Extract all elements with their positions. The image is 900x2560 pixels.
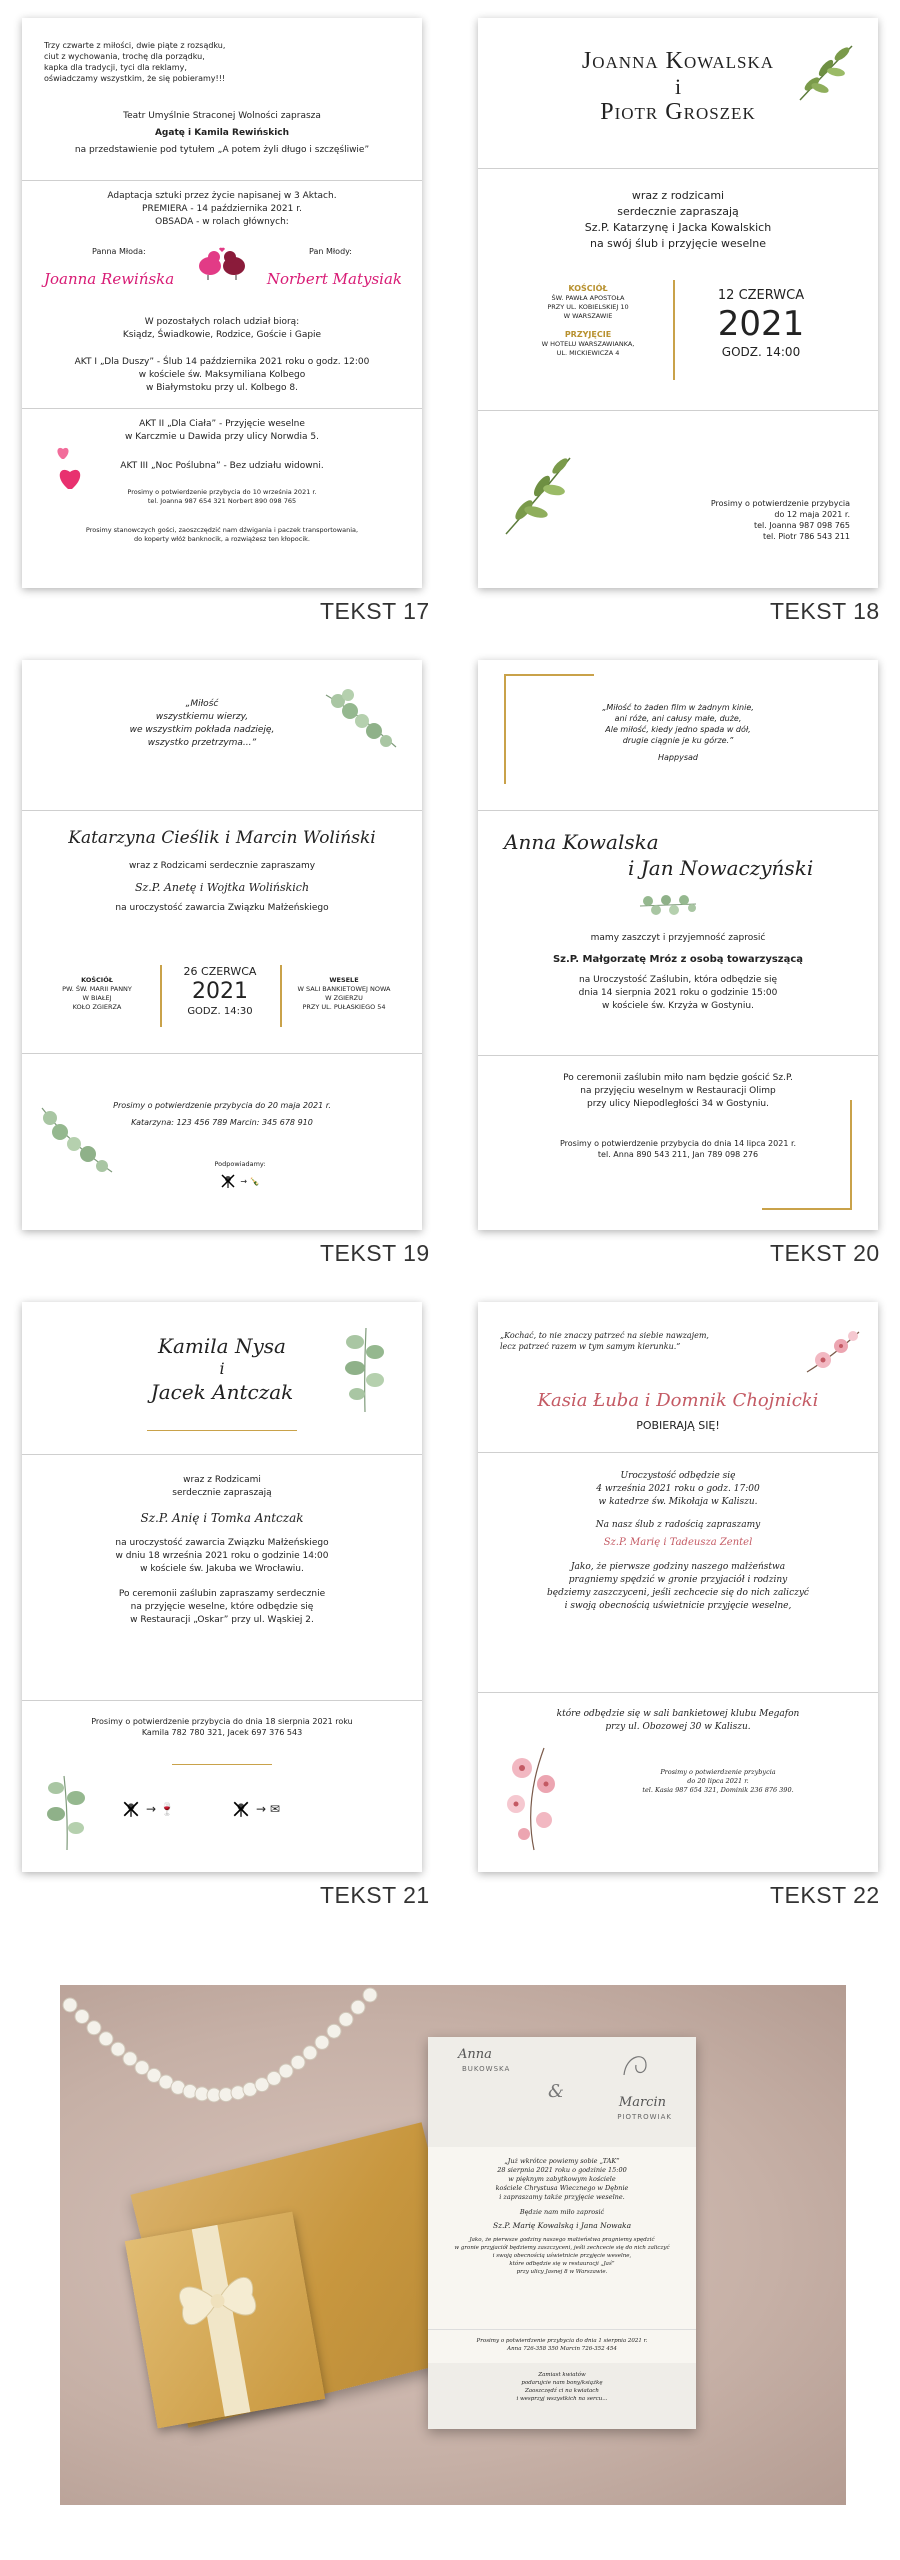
rsvp-line: Kamila 782 780 321, Jacek 697 376 543 [141,1728,303,1737]
quote-line: Ale miłość, kiedy jedno spada w dół, [605,725,751,734]
intro-line: serdecznie zapraszają [172,1488,272,1498]
ceremony-section [478,1470,878,1613]
rsvp-line: Prosimy o potwierdzenie przybycia [710,499,850,508]
pearl [135,2061,149,2075]
gift-hint-label: Podpowiadamy: [214,1160,266,1168]
party-line: będziemy zaszczyceni, jeśli zechcecie się do nich zaliczyć [547,1588,809,1598]
pearl [327,2024,341,2038]
pearl [111,2042,125,2056]
rsvp-line: Prosimy o potwierdzenie przybycia do dnia 18 sierpnia 2021 roku [91,1717,353,1726]
olive-branch-icon [790,38,860,108]
rsvp-line: do 20 lipca 2021 r. [687,1777,749,1785]
quote-line: ani róże, ani całusy małe, duże, [614,714,742,723]
label-tekst-19: TEKST 19 [320,1240,430,1266]
invite-section [22,1474,422,1627]
couple-names: Katarzyna Cieślik i Marcin Woliński [68,828,376,848]
date-time: GODZ. 14:30 [187,1006,253,1017]
poem-line: ciut z wychowania, trochę dla porządku, [44,52,205,61]
quote-line: lecz patrzeć razem w tym samym kierunku.” [500,1342,681,1351]
name-2: Piotr Groszek [600,99,756,125]
hearts-icon [52,443,92,491]
party-heading: WESELE [329,976,359,984]
body-line: „Już wkrótce powiemy sobie „TAK” [504,2157,620,2165]
note-line: do koperty włóż banknocik, a rozwiążesz ten kłopocik. [134,535,310,543]
pearl [303,2046,317,2060]
note-line: i wesprzyj wszystkich na sercu... [516,2396,608,2402]
act-line: Adaptacja sztuki przez życie napisanej w 3 Aktach. [107,191,337,201]
party-line: W SALI BANKIETOWEJ NOWA [297,985,391,993]
act1-line: AKT I „Dla Duszy” - Ślub 14 października 2021 roku o godz. 12:00 [74,357,370,367]
poem-line: Trzy czwarte z miłości, dwie piąte z rozsądku, [44,41,226,50]
body-line: i zapraszamy także przyjęcie weselne. [499,2193,625,2201]
ceremony-line: Uroczystość odbędzie się [620,1471,736,1481]
names-section [478,1390,878,1432]
others-line: W pozostałych rolach udział biorą: [144,317,300,327]
separator [22,180,422,181]
act3-line: AKT III „Noc Poślubna” - Bez udziału widowni. [120,461,324,471]
details-line: na uroczystość zawarcia Związku Małżeńskiego [115,1538,329,1548]
body-line: 28 sierpnia 2021 roku o godzinie 15:00 [497,2166,627,2174]
name-2-text: i Jan Nowaczyński [628,856,814,880]
separator [22,1700,422,1701]
rsvp-phones: Katarzyna: 123 456 789 Marcin: 345 678 910 [131,1118,313,1127]
invitation-card-17 [22,18,422,588]
groom-role: Pan Młody: [309,247,352,256]
rsvp-phones: Anna 726-358 350 Marcin 726-352 454 [507,2346,617,2352]
gift-hint-1 [122,1800,175,1818]
quote-line: wszystko przetrzyma...” [147,738,257,748]
others-section [22,316,422,342]
name-2-first: Marcin [618,2095,666,2110]
quote-line: wszystkiemu wierzy, [155,712,249,722]
act2-line: w Karczmie u Dawida przy ulicy Norwdia 5. [125,432,319,442]
name-1-text: Anna Kowalska [504,830,659,854]
purpose-text: na swój ślub i przyjęcie weselne [589,237,767,250]
parents-text: Sz.P. Katarzynę i Jacka Kowalskich [584,221,772,234]
church-line: W WARSZAWIE [563,312,613,320]
gift-wine-icon: → 🍾 [240,1176,260,1186]
intro-text: Na nasz ślub z radością zapraszamy [595,1520,761,1530]
gold-corner [762,1208,852,1210]
party-line: na przyjęciu weselnym w Restauracji Olimp [580,1086,776,1096]
guest-text: Sz.P. Małgorzatę Mróz z osobą towarzyszącą [552,954,804,965]
invitation-card-20 [478,660,878,1230]
guests-text: Sz.P. Marię Kowalską i Jana Nowaka [492,2221,632,2230]
no-flowers-icon [220,1173,236,1189]
invitation-card-21 [22,1302,422,1872]
rsvp-section [22,1716,422,1738]
label-tekst-17: TEKST 17 [320,598,430,624]
pearl [339,2012,353,2026]
separator [478,1452,878,1453]
details-line: w kościele św. Krzyża w Gostyniu. [602,1001,754,1011]
party-line: UL. MICKIEWICZA 4 [556,349,620,357]
rsvp-line: tel. Piotr 786 543 211 [763,532,850,541]
quote-author: Happysad [658,753,698,762]
purpose-text: na uroczystość zawarcia Związku Małżeńskiego [115,903,329,913]
ribbon-card [125,2212,325,2429]
quote-section [500,1330,709,1352]
theatre-section [22,110,422,157]
invite-section [478,188,878,252]
act1-line: w Białymstoku przy ul. Kolbego 8. [146,383,298,393]
label-tekst-21: TEKST 21 [320,1882,430,1908]
name-2: Jacek Antczak [150,1380,294,1404]
lovebirds-icon [192,246,252,282]
church-line: ŚW. PAWŁA APOSTOŁA [551,294,625,302]
rsvp-phones: tel. Joanna 987 654 321 Norbert 890 098 765 [147,497,297,505]
date-time: GODZ. 14:00 [721,345,801,359]
name-1 [504,830,659,854]
venue-line: które odbędzie się w sali bankietowej klubu Megafon [556,1709,800,1719]
details-line: na Uroczystość Zaślubin, która odbędzie się [579,975,777,985]
intro-text: mamy zaszczyt i przyjemność zaprosić [590,933,766,943]
photo-card-header [428,2037,696,2147]
note-section [22,526,422,544]
party-heading: PRZYJĘCIE [564,330,612,339]
act1-section [22,356,422,395]
photo-card-body [428,2147,696,2276]
date-year: 2021 [717,304,805,344]
rsvp-section [478,1138,878,1160]
party-line: na przyjęcie weselne, które odbędzie się [130,1602,314,1612]
pearl [351,2000,365,2014]
rsvp-line: Prosimy o potwierdzenie przybycia [660,1768,776,1776]
gold-corner [504,674,594,676]
eucalyptus-icon [42,1772,92,1852]
church-block [42,976,152,1012]
quote-line: „Kochać, to nie znaczy patrzeć na siebie nawzajem, [500,1331,709,1340]
party-line: w Restauracji „Oskar” przy ul. Wąskiej 2. [130,1615,314,1625]
quote-line: „Miłość to żaden film w żadnym kinie, [602,703,754,712]
intro-text: Teatr Umyślnie Straconej Wolności zaprasza [123,111,321,121]
intro-line: wraz z Rodzicami [183,1475,261,1485]
pearl [87,2021,101,2035]
date-day: 26 CZERWCA [183,965,257,978]
intro-line: wraz z rodzicami [631,189,725,202]
party-line: i swoją obecnością uświetnicie przyjęcie weselne, [564,1601,792,1611]
quote-line: „Miłość [185,699,219,709]
party-line: które odbędzie się w restauracji „Jaś” [509,2261,615,2267]
separator [478,810,878,811]
rsvp-section [558,1768,878,1795]
photo-card-footer [428,2363,696,2429]
church-line: PRZY UL. KOBIELSKIEJ 10 [547,303,629,311]
bride-name: Joanna Rewińska [44,270,175,288]
amp: i [219,1359,225,1378]
guests-text: Sz.P. Marię i Tadeusza Zentel [603,1537,753,1548]
church-line: W BIAŁEJ [82,994,112,1002]
envelope-icon: → ✉ [256,1802,280,1816]
cherry-blossom-icon [494,1742,574,1852]
name-1: Joanna Kowalska [581,48,775,74]
details-line: dnia 14 sierpnia 2021 roku o godzinie 15:00 [578,988,778,998]
details-line: w kościele św. Jakuba we Wrocławiu. [140,1564,304,1574]
party-block [284,976,404,1012]
church-line: KOŁO ZGIERZA [72,1003,122,1011]
church-line: PW. ŚW. MARII PANNY [62,985,132,993]
pearl [267,2071,281,2085]
photo-invitation [428,2037,696,2429]
separator [478,1055,878,1056]
rsvp-text: Prosimy o potwierdzenie przybycia do 20 maja 2021 r. [113,1101,331,1110]
rsvp-section [22,488,422,506]
party-line: PRZY UL. PUŁASKIEGO 54 [302,1003,386,1011]
note-line: Zamiast kwiatów [538,2372,586,2378]
note-line: Prosimy stanowczych gości, zaoszczędzić nam dźwigania i paczek transportowania, [85,526,359,534]
bride-role: Panna Młoda: [92,247,146,256]
party-line: pragniemy spędzić w gronie przyjaciół i rodziny [568,1575,788,1585]
eucalyptus-sprig-icon [638,894,698,916]
body-line: kościele Chrystusa Wiecznego w Dębnie [495,2184,629,2192]
invite-section [478,932,878,1013]
quote-section [478,702,878,763]
quote-line: drugie ciągnie je ku górze.” [622,736,734,745]
rsvp-line: Prosimy o potwierdzenie przybycia do dnia 14 lipca 2021 r. [559,1139,797,1148]
pearl [99,2032,113,2046]
name-1-last: BUKOWSKA [462,2065,511,2073]
separator [478,168,878,169]
product-photo [60,1985,846,2505]
flourish-icon [616,2045,656,2085]
pearl [123,2052,137,2066]
intro-text: wraz z Rodzicami serdecznie zapraszamy [128,861,316,871]
ceremony-line: 4 września 2021 roku o godz. 17:00 [596,1484,760,1494]
separator [22,810,422,811]
gold-divider [160,965,162,1027]
rsvp-line: tel. Kasia 987 654 321, Dominik 236 876 390. [642,1786,794,1794]
subtitle: POBIERAJĄ SIĘ! [636,1419,720,1432]
cherry-blossom-icon [803,1326,863,1376]
label-tekst-22: TEKST 22 [770,1882,880,1908]
gold-corner [850,1100,852,1210]
note-line: podarujcie nam bony/książkę [521,2380,603,2386]
couple-names: Kasia Łuba i Domnik Chojnicki [537,1390,819,1411]
rsvp-line: do 12 maja 2021 r. [774,510,850,519]
ribbon-bow-icon [167,2259,268,2344]
separator [478,1692,878,1693]
rsvp-section [711,498,850,542]
amp: i [674,74,682,99]
rsvp-line: tel. Anna 890 543 211, Jan 789 098 276 [597,1150,759,1159]
intro-text: Będzie nam miło zaprosić [519,2208,605,2216]
name-1-first: Anna [458,2047,492,2062]
quote-line: we wszystkim pokłada nadzieję, [129,725,275,735]
poem-section [44,40,422,84]
pearl [291,2055,305,2069]
groom-name: Norbert Matysiak [266,270,402,288]
pearl [363,1988,377,2002]
rsvp-section [22,1100,422,1128]
date-block [686,288,836,359]
gift-hint-2 [232,1800,280,1818]
pearl-necklace-icon [60,1985,380,2135]
date-day: 12 CZERWCA [717,288,805,303]
ceremony-line: w katedrze św. Mikołaja w Kaliszu. [598,1497,758,1507]
party-section [478,1072,878,1111]
party-line: przy ulicy Niepodległości 34 w Gostyniu. [586,1099,769,1109]
separator [22,1454,422,1455]
church-heading: KOŚCIÓŁ [568,284,608,293]
separator [22,408,422,409]
wine-icon: → 🍷 [146,1802,175,1816]
body-line: w pięknym zabytkowym kościele [508,2175,616,2183]
party-line: W HOTELU WARSZAWIANKA, [541,340,635,348]
invitation-card-22 [478,1302,878,1872]
act2-section [22,418,422,444]
eucalyptus-icon [320,685,400,755]
church-heading: KOŚCIÓŁ [81,976,113,984]
note-line: Zaoszczędź ci na kwiatach [525,2388,599,2394]
separator [478,410,878,411]
party-line: Po ceremonii zaślubin zapraszamy serdecznie [118,1589,326,1599]
act1-line: w kościele św. Maksymiliana Kolbego [138,370,306,380]
act-line: PREMIERA - 14 października 2021 r. [142,204,302,214]
party-line: W ZGIERZU [325,994,363,1002]
invitation-card-18 [478,18,878,588]
venues-block [518,283,658,358]
party-line: Jako, że pierwsze godziny naszego małżeństwa pragniemy spędzić [469,2237,655,2243]
name-1: Kamila Nysa [158,1334,286,1358]
rsvp-line: tel. Joanna 987 098 765 [753,521,850,530]
name-2-last: PIOTROWIAK [617,2113,672,2121]
party-line: przy ulicy Jasnej 8 w Warszawie. [516,2269,608,2275]
rsvp-text: Prosimy o potwierdzenie przybycia do dnia 1 sierpnia 2021 r. [476,2338,648,2344]
pearl [279,2064,293,2078]
amp: & [548,2081,565,2102]
hosts-text: Agatę i Kamila Rewińskich [154,128,290,138]
gold-divider [673,280,675,380]
venue-section [478,1708,878,1734]
party-line: Po ceremonii zaślubin miło nam będzie gościć Sz.P. [563,1073,793,1083]
pearl [75,2010,89,2024]
rsvp-text: Prosimy o potwierdzenie przybycia do 10 września 2021 r. [127,488,317,496]
name-2 [628,856,813,880]
others-line: Ksiądz, Świadkowie, Rodzice, Goście i Gapie [122,330,322,340]
poem-line: kapka dla tradycji, tyci dla reklamy, [44,63,187,72]
cast-section [22,246,422,306]
venue-line: przy ul. Obozowej 30 w Kaliszu. [605,1722,751,1732]
party-line: i swoją obecnością uświetnicie przyjęcie weselne, [492,2253,632,2259]
pearl [315,2035,329,2049]
party-line: Jako, że pierwsze godziny naszego małżeństwa [570,1562,786,1572]
pearl [63,1998,77,2012]
olive-branch-icon [498,448,578,538]
intro-line: serdecznie zapraszają [617,205,739,218]
party-line: w gronie przyjaciół będziemy zaszczyceni, jeśli zechcecie się do nich zaliczyć [454,2245,670,2251]
details-line: w dniu 18 września 2021 roku o godzinie 14:00 [115,1551,329,1561]
separator [22,1053,422,1054]
gold-underline [172,1764,272,1765]
label-tekst-20: TEKST 20 [770,1240,880,1266]
guests-text: Sz.P. Anetę i Wojtka Wolińskich [134,881,310,894]
act-line: OBSADA - w rolach głównych: [155,217,289,227]
gift-hint [190,1160,290,1189]
act2-line: AKT II „Dla Ciała” - Przyjęcie weselne [139,419,305,429]
photo-card-rsvp [428,2337,696,2353]
date-block [164,965,276,1017]
no-flowers-icon [122,1800,140,1818]
separator [428,2329,696,2330]
eucalyptus-icon [340,1324,390,1414]
label-tekst-18: TEKST 18 [770,598,880,624]
act-section [22,190,422,229]
poem-line: oświadczamy wszystkim, że się pobieramy!!! [44,74,226,83]
no-flowers-icon [232,1800,250,1818]
names-section [22,828,422,915]
play-title: na przedstawienie pod tytułem „A potem żyli długo i szczęśliwie” [74,145,370,155]
invitation-card-19 [22,660,422,1230]
guests-text: Sz.P. Anię i Tomka Antczak [140,1511,304,1525]
date-year: 2021 [192,979,248,1004]
gold-divider [280,965,282,1027]
gold-underline [147,1430,297,1431]
